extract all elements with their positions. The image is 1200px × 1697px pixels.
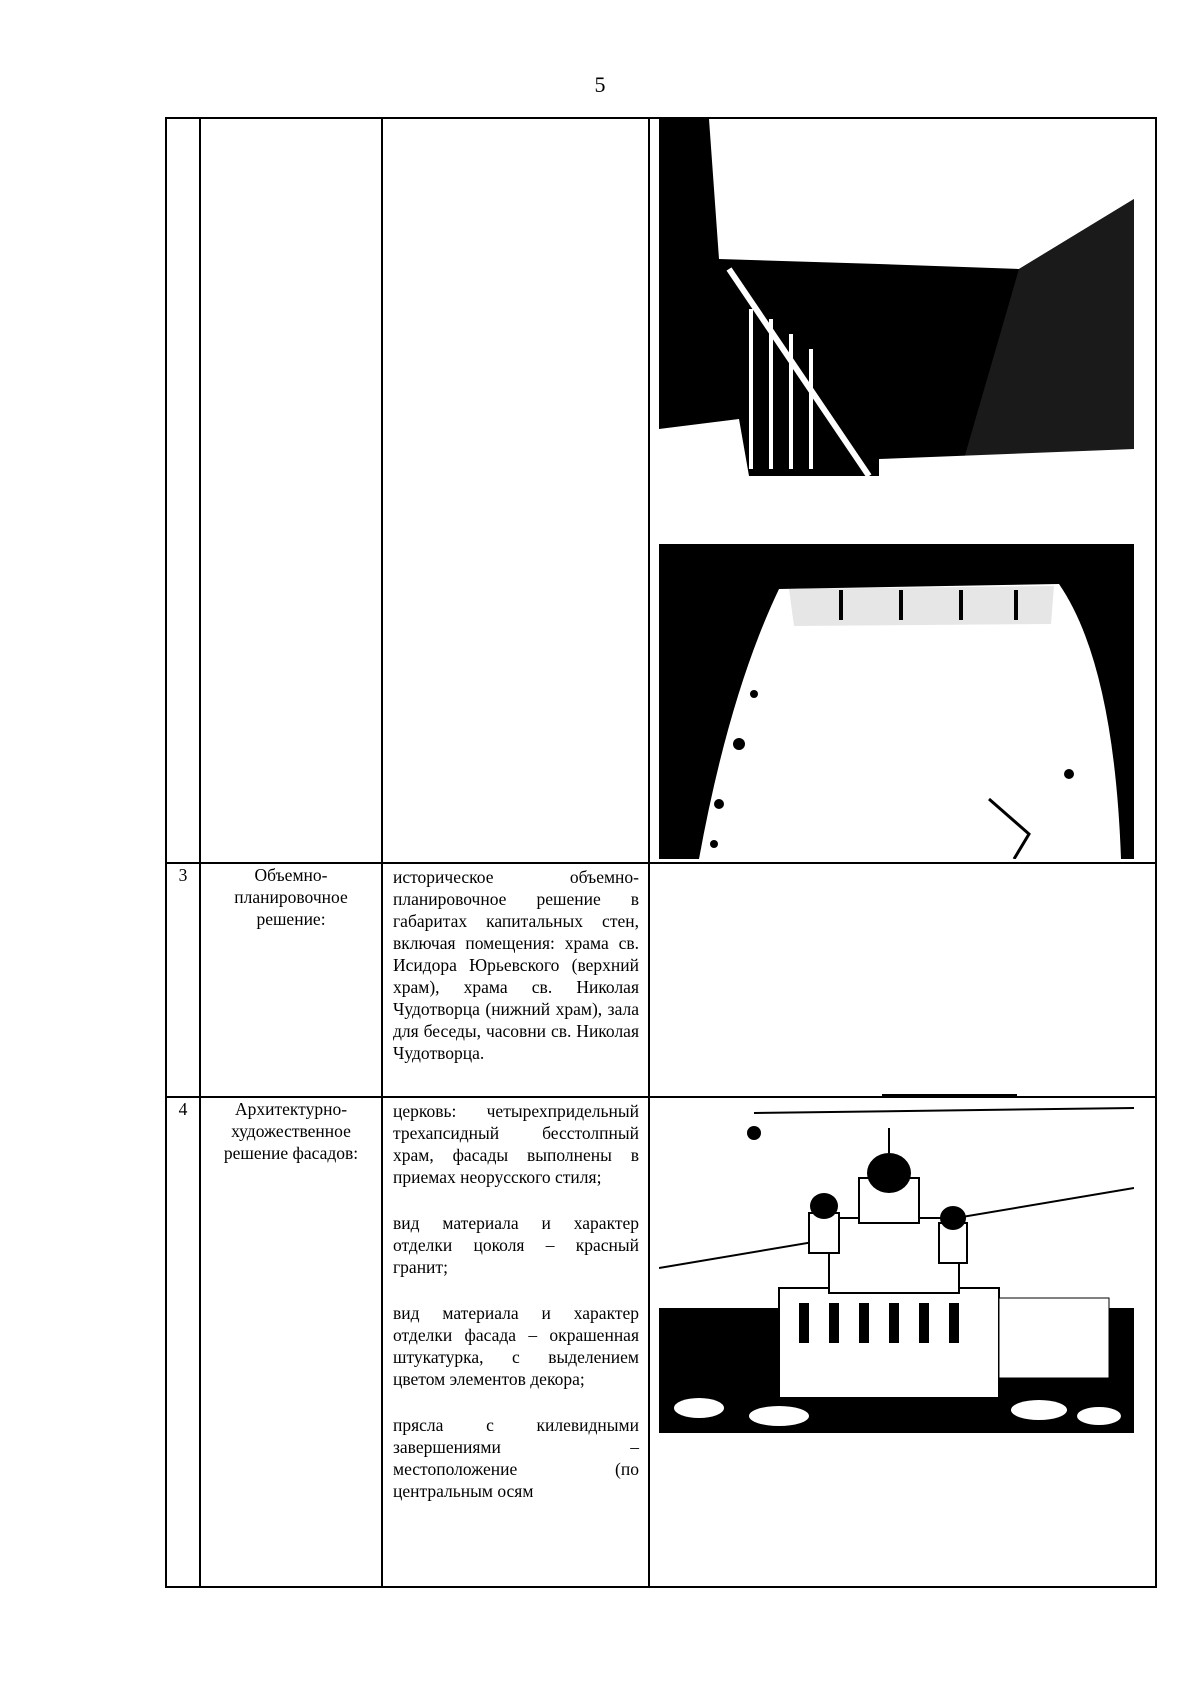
table-row: [166, 863, 1156, 1097]
description-paragraph: вид материала и характер отделки фасада – окрашенная штукатурка, с выделением цветом элементов декора;: [393, 1303, 639, 1389]
row-description-cell: [382, 1097, 649, 1587]
row-photo-cell: [649, 1097, 1156, 1587]
church-facade-photo: [659, 1098, 1134, 1433]
vault-ceiling-photo: [659, 544, 1134, 859]
row-number-cell: 4: [166, 1097, 200, 1587]
description-paragraph: прясла с килевидными завершениями – местоположение (по центральным осям: [393, 1415, 639, 1501]
description-paragraph: историческое объемно-планировочное решение в габаритах капитальных стен, включая помещения: храма св. Исидора Юрьевского (верхний храм), храма св. Николая Чудотворца (нижний храм), зала для беседы, часовни св. Николая Чудотворца.: [393, 867, 639, 1063]
row-name-cell: [200, 118, 382, 863]
row-description-cell: [382, 863, 649, 1097]
row-description-cell: [382, 118, 649, 863]
table-row: [166, 118, 1156, 863]
vault-ceiling-image: [659, 544, 1134, 859]
description-paragraph: церковь: четырехпридельный трехапсидный бесстолпный храм, фасады выполнены в приемах неорусского стиля;: [393, 1101, 639, 1187]
church-facade-image: [659, 1098, 1134, 1433]
row-name-cell: Архитектурно-художественное решение фасадов:: [200, 1097, 382, 1587]
row-number-cell: [166, 118, 200, 863]
row-number-cell: 3: [166, 863, 200, 1097]
description-paragraph: вид материала и характер отделки цоколя – красный гранит;: [393, 1213, 639, 1277]
table-row: [166, 1097, 1156, 1587]
decorative-line: [882, 1094, 1017, 1096]
row-name-cell: Объемно-планировочное решение:: [200, 863, 382, 1097]
staircase-photo: [659, 119, 1134, 476]
staircase-image: [659, 119, 1134, 476]
object-description-table: [165, 117, 1157, 1588]
row-photo-cell: [649, 863, 1156, 1097]
page-number: 5: [594, 72, 606, 97]
row-photo-cell: [649, 118, 1156, 863]
